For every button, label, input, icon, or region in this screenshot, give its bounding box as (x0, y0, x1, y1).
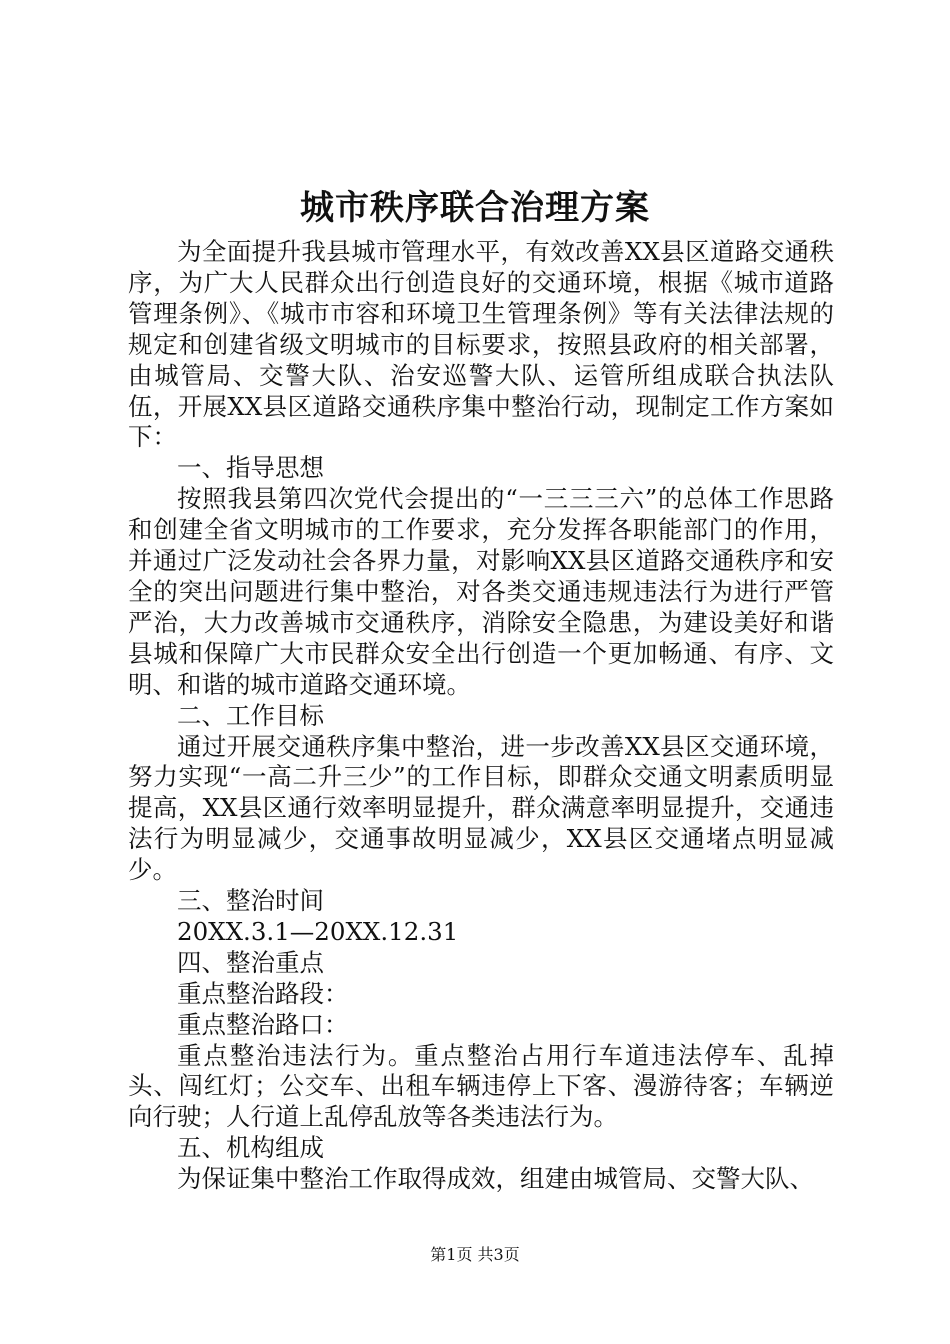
section-heading-guiding-thought: 一、指导思想 (177, 453, 324, 483)
focus-intersections-line: 重点整治路口： (177, 1009, 349, 1039)
document-body (128, 237, 834, 1195)
document-title: 城市秩序联合治理方案 (300, 188, 650, 228)
guiding-thought-paragraph: 按照我县第四次党代会提出的“一三三三六”的总体工作思路和创建全省文明城市的工作要求，充分发挥各职能部门的作用，并通过广泛发动社会各界力量，对影响XX县区道路交通秩序和安全的突出问题进行集中整治，对各类交通违规违法行为进行严管严治，大力改善城市交通秩序，消除安全隐患，为建设美好和谐县城和保障广大市民群众安全出行创造一个更加畅通、有序、文明、和谐的城市道路交通环境。 (128, 484, 834, 699)
intro-paragraph: 为全面提升我县城市管理水平，有效改善XX县区道路交通秩序，为广大人民群众出行创造良好的交通环境，根据《城市道路管理条例》、《城市市容和环境卫生管理条例》等有关法律法规的规定和创建省级文明城市的目标要求，按照县政府的相关部署，由城管局、交警大队、治安巡警大队、运管所组成联合执法队伍，开展XX县区道路交通秩序集中整治行动，现制定工作方案如下： (128, 237, 834, 452)
time-range-line: 20XX.3.1—20XX.12.31 (177, 916, 459, 946)
focus-violations-paragraph: 重点整治违法行为。重点整治占用行车道违法停车、乱掉头、闯红灯；公交车、出租车辆违停上下客、漫游待客；车辆逆向行驶；人行道上乱停乱放等各类违法行为。 (128, 1040, 834, 1132)
section-heading-focus: 四、整治重点 (177, 947, 324, 977)
focus-road-sections-line: 重点整治路段： (177, 978, 349, 1008)
work-goal-paragraph: 通过开展交通秩序集中整治，进一步改善XX县区交通环境，努力实现“一高二升三少”的工作目标，即群众交通文明素质明显提高，XX县区通行效率明显提升，群众满意率明显提升，交通违法行为明显减少，交通事故明显减少，XX县区交通堵点明显减少。 (128, 731, 834, 885)
section-heading-time: 三、整治时间 (177, 886, 324, 916)
organization-paragraph: 为保证集中整治工作取得成效，组建由城管局、交警大队、 (177, 1164, 814, 1194)
section-heading-work-goal: 二、工作目标 (177, 700, 324, 730)
section-heading-organization: 五、机构组成 (177, 1133, 324, 1163)
page-footer: 第1页 共3页 (430, 1245, 520, 1264)
